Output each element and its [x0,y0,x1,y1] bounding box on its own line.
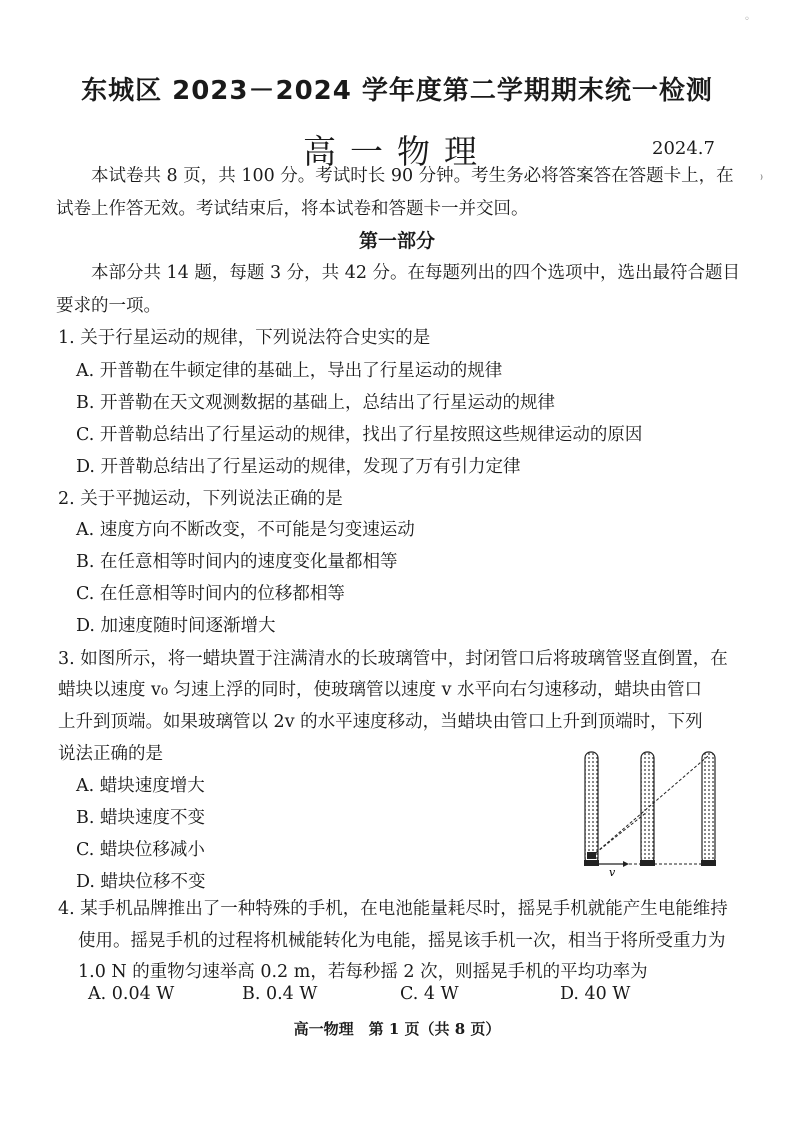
section-title: 第一部分 [358,230,435,252]
question-4-option-d: D. 40 W [560,984,631,1004]
velocity-label: v [609,866,616,878]
question-2-stem: 2. 关于平抛运动，下列说法正确的是 [58,489,343,509]
question-4-option-c: C. 4 W [400,984,459,1004]
page-footer: 高一物理 第 1 页（共 8 页） [293,1020,501,1038]
question-3-stem-2: 蜡块以速度 v₀ 匀速上浮的同时，使玻璃管以速度 v 水平向右匀速移动，蜡块由管口 [58,680,703,700]
question-3-stem-1: 3. 如图所示，将一蜡块置于注满清水的长玻璃管中，封闭管口后将玻璃管竖直倒置，在 [58,649,728,669]
scan-mark: ◦ [744,14,750,25]
section-instructions-2: 要求的一项。 [56,296,161,316]
velocity-arrowhead [623,861,629,867]
exam-date: 2024.7 [652,138,715,159]
question-3-option-a: A. 蜡块速度增大 [76,776,205,796]
question-1-option-b: B. 开普勒在天文观测数据的基础上，总结出了行星运动的规律 [76,393,555,413]
question-3-stem-4: 说法正确的是 [58,744,163,764]
question-1-option-a: A. 开普勒在牛顿定律的基础上，导出了行星运动的规律 [76,361,503,381]
glass-tube-1 [584,752,599,866]
question-4-option-a: A. 0.04 W [88,984,175,1004]
question-4-stem-1: 4. 某手机品牌推出了一种特殊的手机，在电池能量耗尽时，摇晃手机就能产生电能维持 [58,899,728,919]
question-2-option-b: B. 在任意相等时间内的速度变化量都相等 [76,552,398,572]
question-3-stem-3: 上升到顶端。如果玻璃管以 2v 的水平速度移动，当蜡块由管口上升到顶端时，下列 [58,712,703,732]
glass-tube-2 [640,752,655,866]
question-1-option-d: D. 开普勒总结出了行星运动的规律，发现了万有引力定律 [76,457,521,477]
question-1-option-c: C. 开普勒总结出了行星运动的规律，找出了行星按照这些规律运动的原因 [76,425,643,445]
question-4-stem-3: 1.0 N 的重物匀速举高 0.2 m，若每秒摇 2 次，则摇晃手机的平均功率为 [78,962,648,982]
glass-tube-figure [575,748,725,878]
subject-title: 高一物理 [303,132,491,171]
question-2-option-d: D. 加速度随时间逐渐增大 [76,616,276,636]
question-4-stem-2: 使用。摇晃手机的过程将机械能转化为电能，摇晃该手机一次，相当于将所受重力为 [78,931,726,951]
question-3-option-b: B. 蜡块速度不变 [76,808,205,828]
question-1-stem: 1. 关于行星运动的规律，下列说法符合史实的是 [58,328,431,348]
question-2-option-c: C. 在任意相等时间内的位移都相等 [76,584,345,604]
question-2-option-a: A. 速度方向不断改变，不可能是匀变速运动 [76,520,415,540]
wax-block [587,852,596,859]
scan-mark-side: ⁾ [760,172,763,186]
question-3-option-c: C. 蜡块位移减小 [76,840,205,860]
exam-title: 东城区 2023－2024 学年度第二学期期末统一检测 [81,76,713,106]
glass-tube-3 [701,752,716,866]
section-instructions-1: 本部分共 14 题，每题 3 分，共 42 分。在每题列出的四个选项中，选出最符合题目 [91,263,741,283]
question-3-option-d: D. 蜡块位移不变 [76,872,206,892]
intro-line-2: 试卷上作答无效。考试结束后，将本试卷和答题卡一并交回。 [56,199,529,219]
question-4-option-b: B. 0.4 W [242,984,318,1004]
intro-line-1: 本试卷共 8 页，共 100 分。考试时长 90 分钟。考生务必将答案答在答题卡上，在 [91,166,734,186]
